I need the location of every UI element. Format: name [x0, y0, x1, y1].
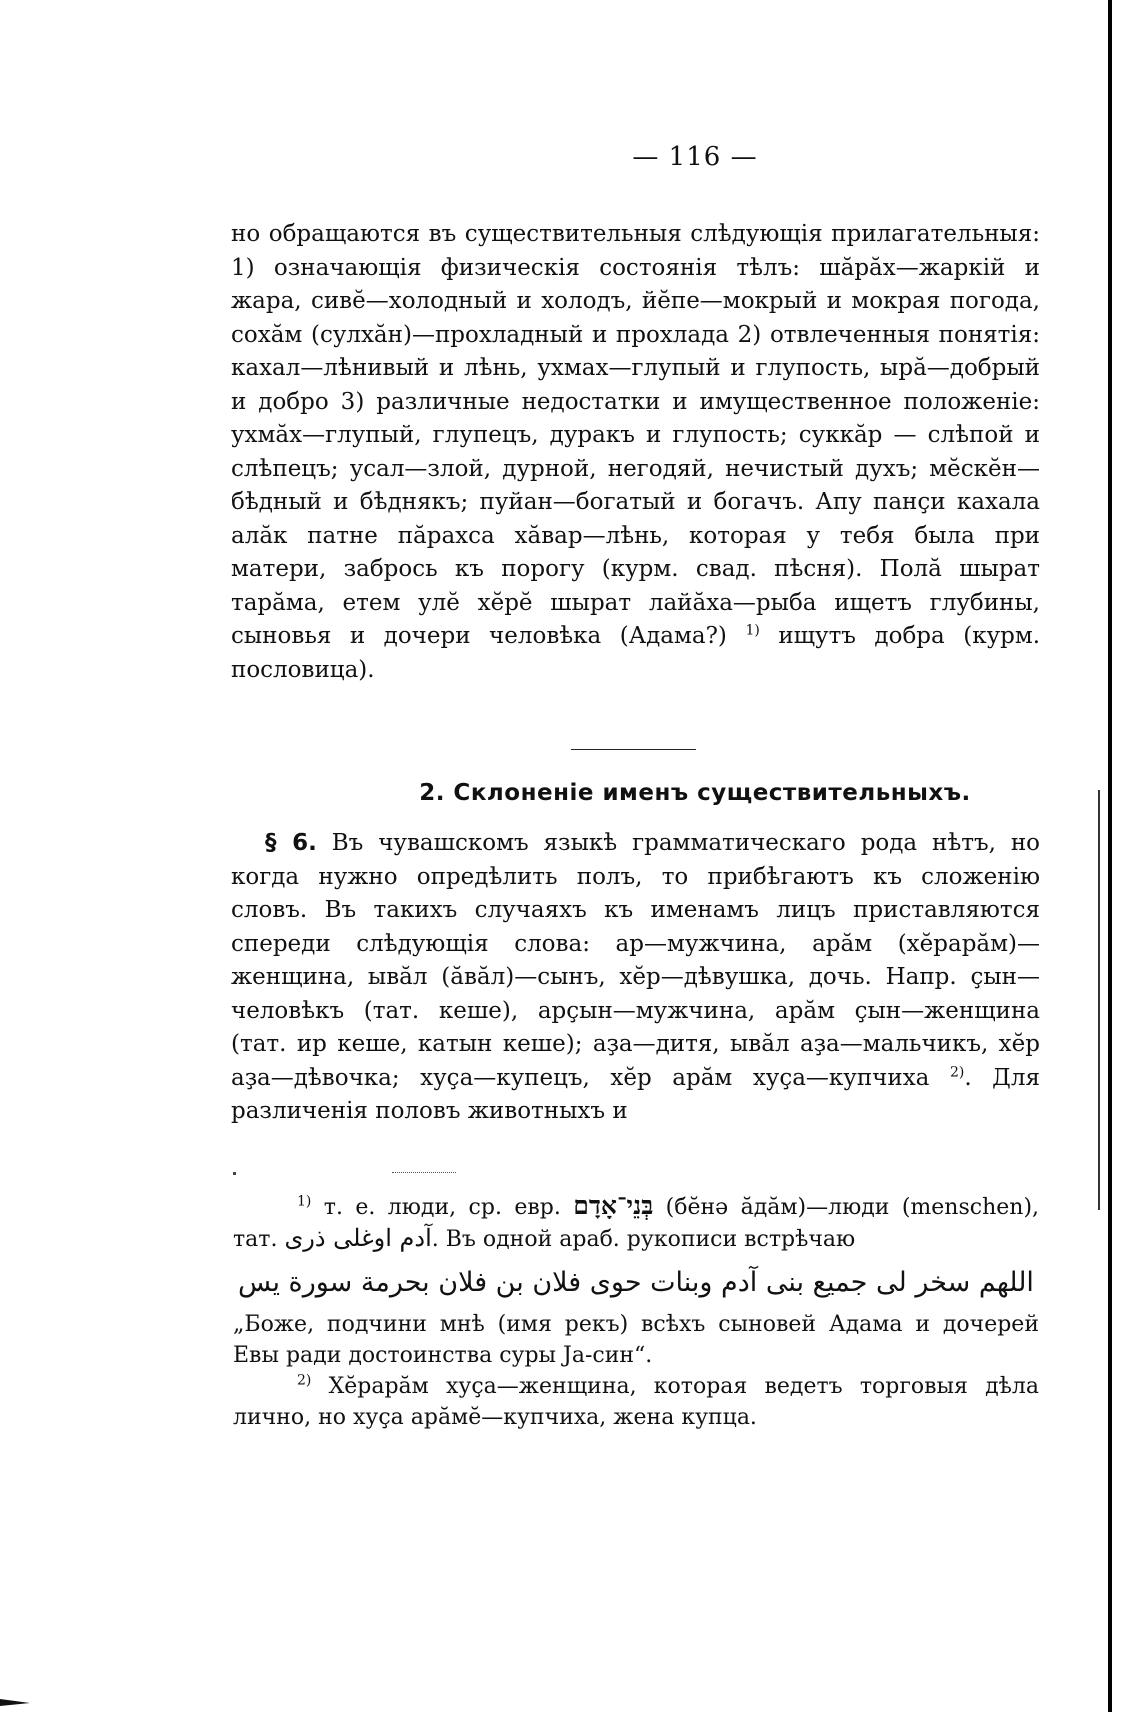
footnote-ref-2: 2) [949, 1063, 965, 1080]
page-number: — 116 — [632, 142, 758, 172]
stray-mark [233, 1172, 236, 1175]
arabic-phrase: آدم اوغلی ذری [284, 1224, 432, 1252]
footnote-1 [233, 1190, 1039, 1255]
arabic-quotation: اللهم سخر لی جمیع بنی آدم وبنات حوی فلان بن فلان بحرمة سورة یس [238, 1267, 1034, 1298]
corner-mark [0, 1697, 40, 1707]
footnote-divider [392, 1172, 456, 1173]
section-heading: 2. Склоненіе именъ существительныхъ. [419, 780, 971, 806]
footnote-2 [233, 1371, 1039, 1433]
paragraph-gender [231, 827, 1040, 1129]
paragraph-tail: ищутъ добра (курм. пословица). [231, 623, 1041, 683]
paragraph-adjectives [231, 218, 1040, 687]
footnote-text: (бĕнә ăдăм)—люди (menschen), тат. [233, 1195, 1040, 1252]
paragraph-text: но обращаются въ существительныя слѣдующія прилагательныя: 1) означающія физическія состоянія тѣлъ: шăрăх—жаркій и жара, сивĕ—холодный и холодъ, йĕпе—мокрый и мокрая погода, сохăм (сулхăн)—прохладный и прохлада 2) отвлеченныя понятія: кахал—лѣнивый и лѣнь, ухмах—глупый и глупость, ырă—добрый и добро 3) различные недостатки и имущественное положеніе: ухмăх—глупый, глупецъ, дуракъ и глупость; суккăр — слѣпой и слѣпецъ; усал—злой, дурной, негодяй, нечистый духъ; мĕскĕн—бѣдный и бѣднякъ; пуйан—богатый и богачъ. Апу панҫи кахала алăк патне пăрахса хăвар—лѣнь, которая у тебя была при матери, забрось къ порогу (курм. свад. пѣсня). Полă шырат тарăма, етем улĕ хĕрĕ шырат лайăха—рыба ищетъ глубины, сыновья и дочери человѣка (Адама?) [231, 221, 1040, 649]
footnote-text: . Въ одной араб. рукописи встрѣчаю [431, 1227, 856, 1252]
footnote-text: Хĕрарăм хуҫа—женщина, которая ведетъ торговыя дѣла лично, но хуҫа арăмĕ—купчиха, жена купца. [233, 1374, 1039, 1430]
footnote-text: т. е. люди, ср. евр. [323, 1195, 561, 1220]
paragraph-text: Въ чувашскомъ языкѣ грамматическаго рода нѣтъ, но когда нужно опредѣлить полъ, то прибѣгаютъ къ сложенію словъ. Въ такихъ случаяхъ къ именамъ лицъ приставляются спереди слѣдующія слова: ар—мужчина, арăм (хĕрарăм)—женщина, ывăл (ăвăл)—сынъ, хĕр—дѣвушка, дочь. Напр. ҫын—человѣкъ (тат. кеше), арҫын—мужчина, арăм ҫын—женщина (тат. ир кеше, катын кеше); аҙа—дитя, ывăл аҙа—мальчикъ, хĕр аҙа—дѣвочка; хуҫа—купецъ, хĕр арăм хуҫа—купчиха [231, 830, 1041, 1091]
footnote-ref-1: 1) [745, 622, 760, 639]
section-number: § 6. [265, 830, 317, 856]
footnote-mark-2: 2) [297, 1372, 312, 1389]
quotation-translation: „Боже, подчини мнѣ (имя рекъ) всѣхъ сыновей Адама и дочерей Евы ради достоинства суры Ja-син“. [233, 1312, 1039, 1368]
hebrew-phrase: בְּנֵי־אָדָם [573, 1191, 654, 1220]
paragraph-tail: . Для различенія половъ животныхъ и [231, 1064, 1040, 1124]
page-edge-rule [1108, 0, 1112, 1712]
footnote-mark-1: 1) [297, 1193, 312, 1210]
footnotes [233, 1190, 1039, 1433]
section-divider [571, 749, 696, 750]
binding-shadow [1098, 790, 1100, 1210]
